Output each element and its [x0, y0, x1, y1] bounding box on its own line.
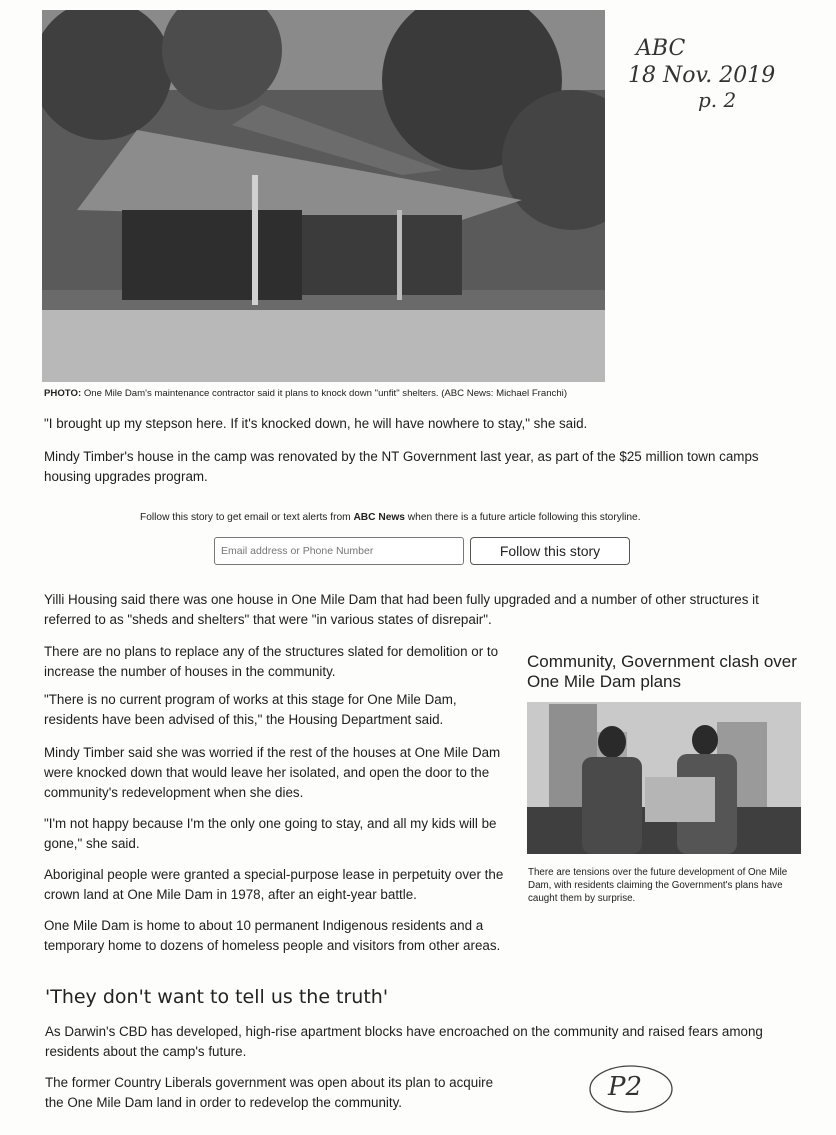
email-or-phone-input[interactable] [214, 537, 464, 565]
paragraph-quote-not-happy: "I'm not happy because I'm the only one going to stay, and all my kids will be gone," she said. [44, 816, 497, 851]
paragraph-mindy-worried: Mindy Timber said she was worried if the rest of the houses at One Mile Dam were knocked down that would leave her isolated, and open the door to the community's redevelopment when she dies. [44, 745, 501, 800]
caption-text: One Mile Dam's maintenance contractor said it plans to knock down "unfit" shelters. (ABC News: Michael Franchi) [83, 388, 568, 399]
follow-note-before: Follow this story to get email or text alerts from [140, 512, 354, 523]
paragraph-yilli-housing: Yilli Housing said there was one house in One Mile Dam that had been fully upgraded and a number of other structures it referred to as "sheds and shelters" that were "in various states of disrepair". [44, 592, 759, 627]
follow-story-button[interactable]: Follow this story [470, 537, 630, 565]
main-photo [42, 10, 605, 382]
paragraph-special-lease: Aboriginal people were granted a special-purpose lease in perpetuity over the crown land at One Mile Dam in 1978, after an eight-year battle. [44, 867, 504, 902]
circled-page-number: P2 [608, 1072, 643, 1102]
circled-page-mark [586, 1062, 676, 1116]
handwritten-source: ABC [636, 36, 686, 61]
photo-caption [44, 388, 664, 399]
paragraph-cbd-developed: As Darwin's CBD has developed, high-rise apartment blocks have encroached on the community and raised fears among residents about the camp's future. [45, 1024, 763, 1059]
caption-label: PHOTO: [44, 388, 82, 399]
follow-note-brand: ABC News [353, 512, 405, 523]
paragraph-quote-stepson: "I brought up my stepson here. If it's knocked down, he will have nowhere to stay," she said. [44, 416, 588, 431]
related-story-caption: There are tensions over the future development of One Mile Dam, with residents claiming the Government's plans have caught them by surprise. [528, 867, 788, 904]
handwritten-source-note [628, 36, 818, 112]
paragraph-house-renovated: Mindy Timber's house in the camp was renovated by the NT Government last year, as part of the $25 million town camps housing upgrades program. [44, 449, 759, 484]
paragraph-residents-count: One Mile Dam is home to about 10 permanent Indigenous residents and a temporary home to dozens of homeless people and visitors from other areas. [44, 918, 501, 953]
related-story-title[interactable]: Community, Government clash over One Mile Dam plans [527, 652, 797, 691]
paragraph-housing-department: "There is no current program of works at this stage for One Mile Dam, residents have been advised of this," the Housing Department said. [44, 692, 457, 727]
follow-note-after: when there is a future article following this storyline. [404, 512, 641, 523]
paragraph-no-plans: There are no plans to replace any of the structures slated for demolition or to increase the number of houses in the community. [44, 644, 499, 679]
handwritten-date: 18 Nov. 2019 [628, 63, 776, 88]
section-subheading: 'They don't want to tell us the truth' [45, 986, 389, 1008]
paragraph-country-liberals: The former Country Liberals government was open about its plan to acquire the One Mile Dam land in order to redevelop the community. [45, 1075, 494, 1110]
handwritten-page: p. 2 [698, 88, 737, 112]
follow-story-note [140, 512, 700, 523]
related-story-image[interactable] [527, 702, 801, 854]
